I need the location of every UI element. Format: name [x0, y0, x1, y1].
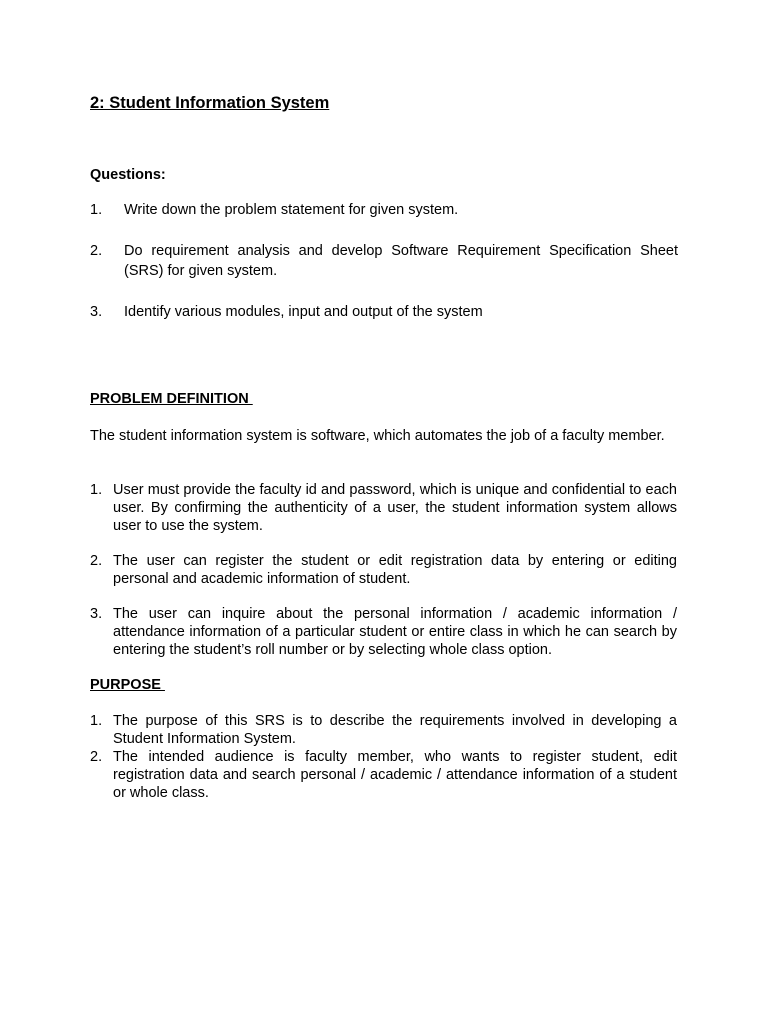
- question-item: [90, 200, 678, 220]
- question-text: Identify various modules, input and output of the system: [124, 304, 483, 320]
- list-number: 1.: [90, 482, 103, 498]
- question-number: 3.: [90, 304, 103, 320]
- list-text: The purpose of this SRS is to describe the requirements involved in developing a Student Information System.: [113, 713, 677, 747]
- list-text: The user can register the student or edit registration data by entering or editing personal and academic information of student.: [113, 553, 677, 587]
- list-text: The intended audience is faculty member, who wants to register student, edit registration data and search personal / academic / attendance information of a student or whole class.: [113, 749, 677, 801]
- list-number: 3.: [90, 606, 103, 622]
- list-text: The user can inquire about the personal information / academic information / attendance information of a particular student or entire class in which he can search by entering the student’s roll number or by selecting whole class option.: [113, 606, 677, 658]
- question-number: 2.: [90, 243, 103, 259]
- list-number: 2.: [90, 553, 103, 569]
- question-text: Do requirement analysis and develop Software Requirement Specification Sheet (SRS) for given system.: [124, 243, 678, 279]
- problem-list-item: [90, 481, 677, 535]
- question-item: [90, 241, 678, 281]
- questions-heading: Questions:: [90, 167, 166, 183]
- purpose-list-item: [90, 712, 677, 748]
- document-title: 2: Student Information System: [90, 94, 330, 112]
- question-number: 1.: [90, 202, 103, 218]
- purpose-heading: PURPOSE: [90, 677, 165, 693]
- list-number: 2.: [90, 749, 103, 765]
- question-text: Write down the problem statement for given system.: [124, 202, 459, 218]
- question-item: [90, 302, 678, 322]
- list-number: 1.: [90, 713, 103, 729]
- problem-definition-intro: The student information system is software, which automates the job of a faculty member.: [90, 428, 665, 444]
- problem-definition-heading: PROBLEM DEFINITION: [90, 391, 253, 407]
- purpose-list-item: [90, 748, 677, 802]
- problem-list-item: [90, 605, 677, 659]
- list-text: User must provide the faculty id and password, which is unique and confidential to each user. By confirming the authenticity of a user, the student information system allows user to use the system.: [113, 482, 677, 534]
- problem-list-item: [90, 552, 677, 588]
